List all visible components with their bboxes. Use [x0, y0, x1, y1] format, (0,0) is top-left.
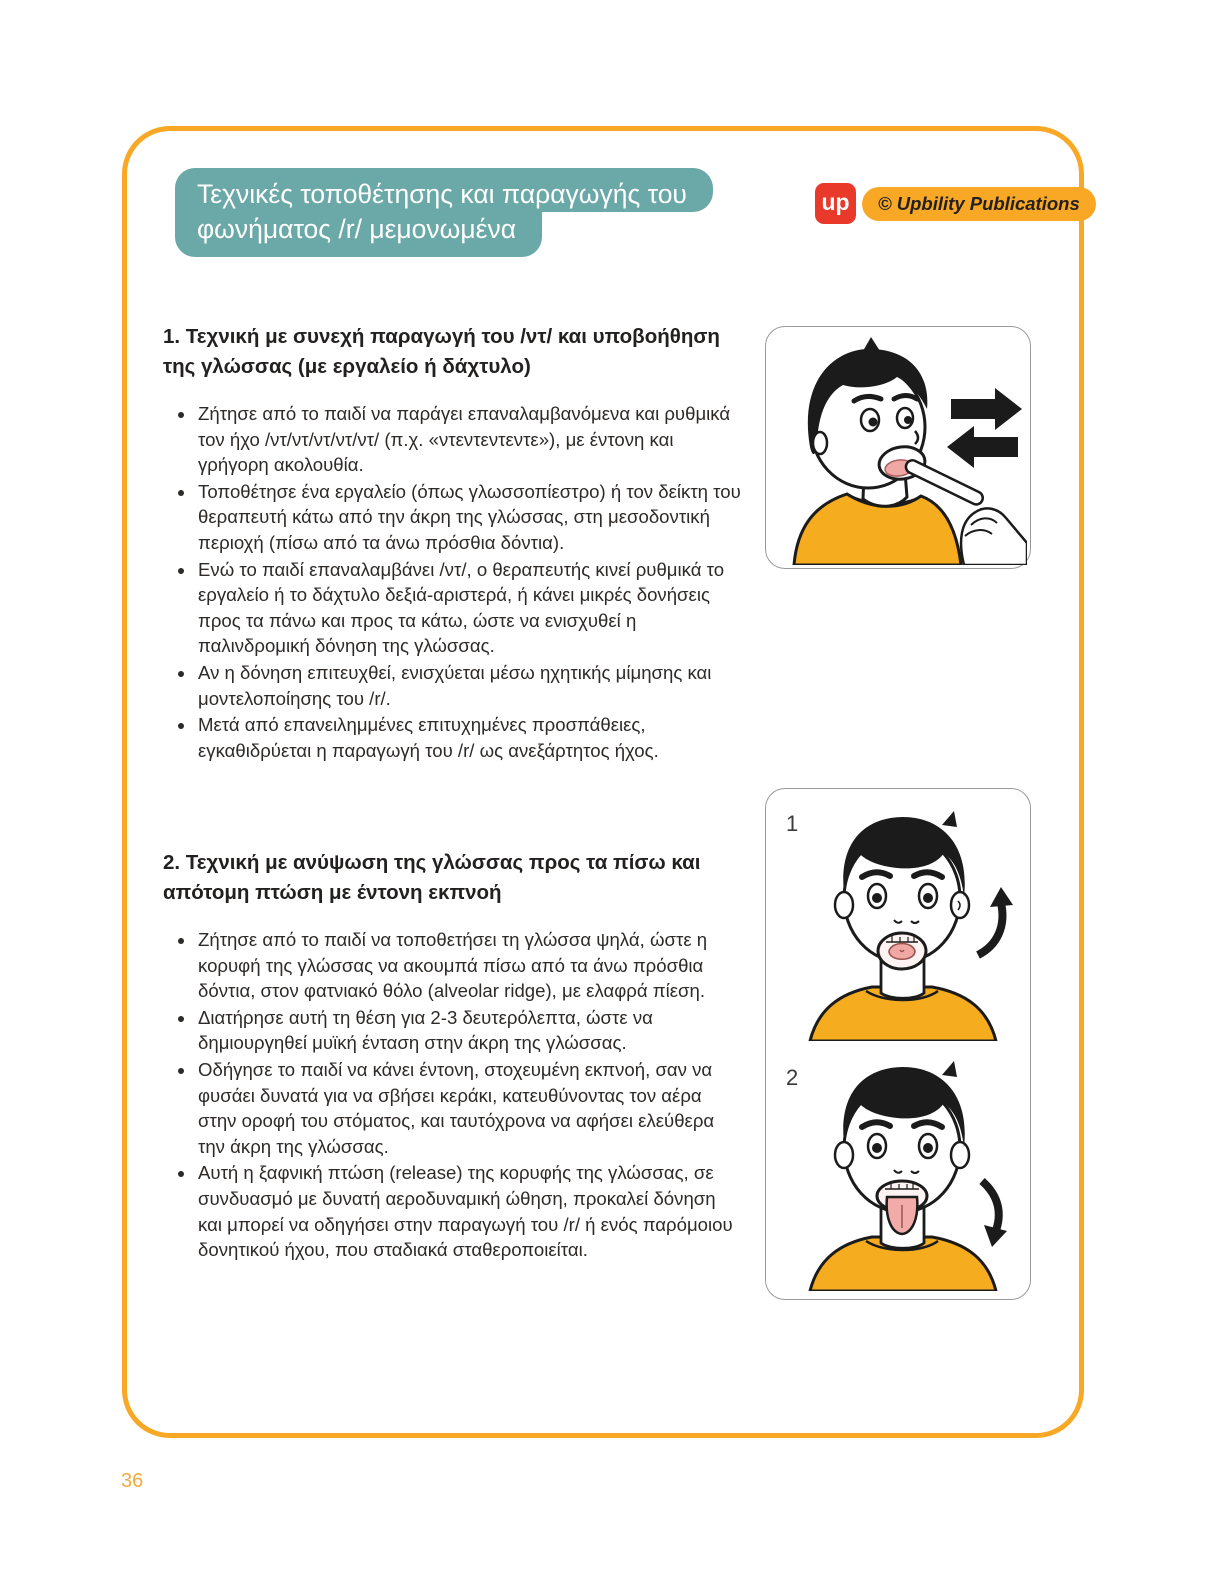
list-item: • Ζήτησε από το παιδί να τοποθετήσει τη γλώσσα ψηλά, ώστε η κορυφή της γλώσσας να ακουμπά πίσω από τα άνω πρόσθια δόντια, στον φατνιακό θόλο (alveolar ridge), με ελαφρά πίεση. — [196, 927, 741, 1004]
list-item: • Αυτή η ξαφνική πτώση (release) της κορυφής της γλώσσας, σε συνδυασμό με δυνατή αεροδυναμική ώθηση, προκαλεί δόνηση και μπορεί να οδηγήσει στην παραγωγή του /r/ ή ενός παρόμοιου δονητικού ήχου, που σταδιακά σταθεροποιείται. — [196, 1160, 741, 1262]
page-title — [175, 168, 713, 257]
section-2-bullet-list — [163, 927, 741, 1263]
list-item: • Αν η δόνηση επιτευχθεί, ενισχύεται μέσω ηχητικής μίμησης και μοντελοποίησης του /r/. — [196, 660, 741, 711]
section-1-bullet-list — [163, 401, 741, 763]
copyright-badge: © Upbility Publications — [862, 187, 1096, 221]
list-item: • Οδήγησε το παιδί να κάνει έντονη, στοχευμένη εκπνοή, σαν να φυσάει δυνατά για να σβήσει κεράκι, κατευθύνοντας τον αέρα στην οροφή του στόματος, και ταυτόχρονα να αφήσει ελεύθερα την άκρη της γλώσσας. — [196, 1057, 741, 1159]
page-title-line2: φωνήματος /r/ μεμονωμένα — [175, 212, 542, 257]
child-with-tongue-depressor-illustration — [768, 329, 1027, 565]
curved-arrow-up-icon — [978, 887, 1013, 955]
section-1 — [163, 322, 741, 764]
figure-tongue-raise-drop — [765, 788, 1031, 1300]
child-tongue-raised-curved-arrow-up — [782, 803, 1022, 1041]
figure-step-2-label: 2 — [786, 1065, 799, 1090]
list-item: • Τοποθέτησε ένα εργαλείο (όπως γλωσσοπίεστρο) ή τον δείκτη του θεραπευτή κάτω από την άκρη της γλώσσας, στη μεσοδοντική περιοχή (πίσω από τα άνω πρόσθια δόντια). — [196, 479, 741, 556]
list-item: • Διατήρησε αυτή τη θέση για 2-3 δευτερόλεπτα, ώστε να δημιουργηθεί μυϊκή ένταση στην άκρη της γλώσσας. — [196, 1005, 741, 1056]
figure-tongue-depressor — [765, 326, 1031, 569]
section-2-heading: 2. Τεχνική με ανύψωση της γλώσσας προς τα πίσω και απότομη πτώση με έντονη εκπνοή — [163, 851, 701, 904]
list-item: • Ζήτησε από το παιδί να παράγει επαναλαμβανόμενα και ρυθμικά τον ήχο /ντ/ντ/ντ/ντ/ντ/ (π.χ. «ντεντεντεντε»), με έντονη και γρήγορη ακολουθία. — [196, 401, 741, 478]
figure-step-1-label: 1 — [786, 811, 799, 836]
section-1-heading: 1. Τεχνική με συνεχή παραγωγή του /ντ/ και υποβοήθηση της γλώσσας (με εργαλείο ή δάχτυλο) — [163, 325, 720, 378]
list-item: • Μετά από επανειλημμένες επιτυχημένες προσπάθειες, εγκαθιδρύεται η παραγωγή του /r/ ως ανεξάρτητος ήχος. — [196, 712, 741, 763]
section-2 — [163, 848, 741, 1264]
page-title-line1: Τεχνικές τοποθέτησης και παραγωγής του — [175, 168, 713, 212]
list-item: • Ενώ το παιδί επαναλαμβάνει /ντ/, ο θεραπευτής κινεί ρυθμικά το εργαλείο ή το δάχτυλο δεξιά-αριστερά, ή κάνει μικρές δονήσεις προς τα πάνω και προς τα κάτω, ώστε να ενισχυθεί η παλινδρομική δόνηση της γλώσσας. — [196, 557, 741, 659]
upbility-logo: up — [815, 183, 856, 224]
left-right-swap-arrows-icon — [947, 388, 1022, 468]
child-tongue-out-curved-arrow-down — [782, 1053, 1022, 1291]
page-number: 36 — [121, 1470, 144, 1492]
curved-arrow-down-icon — [982, 1181, 1007, 1247]
